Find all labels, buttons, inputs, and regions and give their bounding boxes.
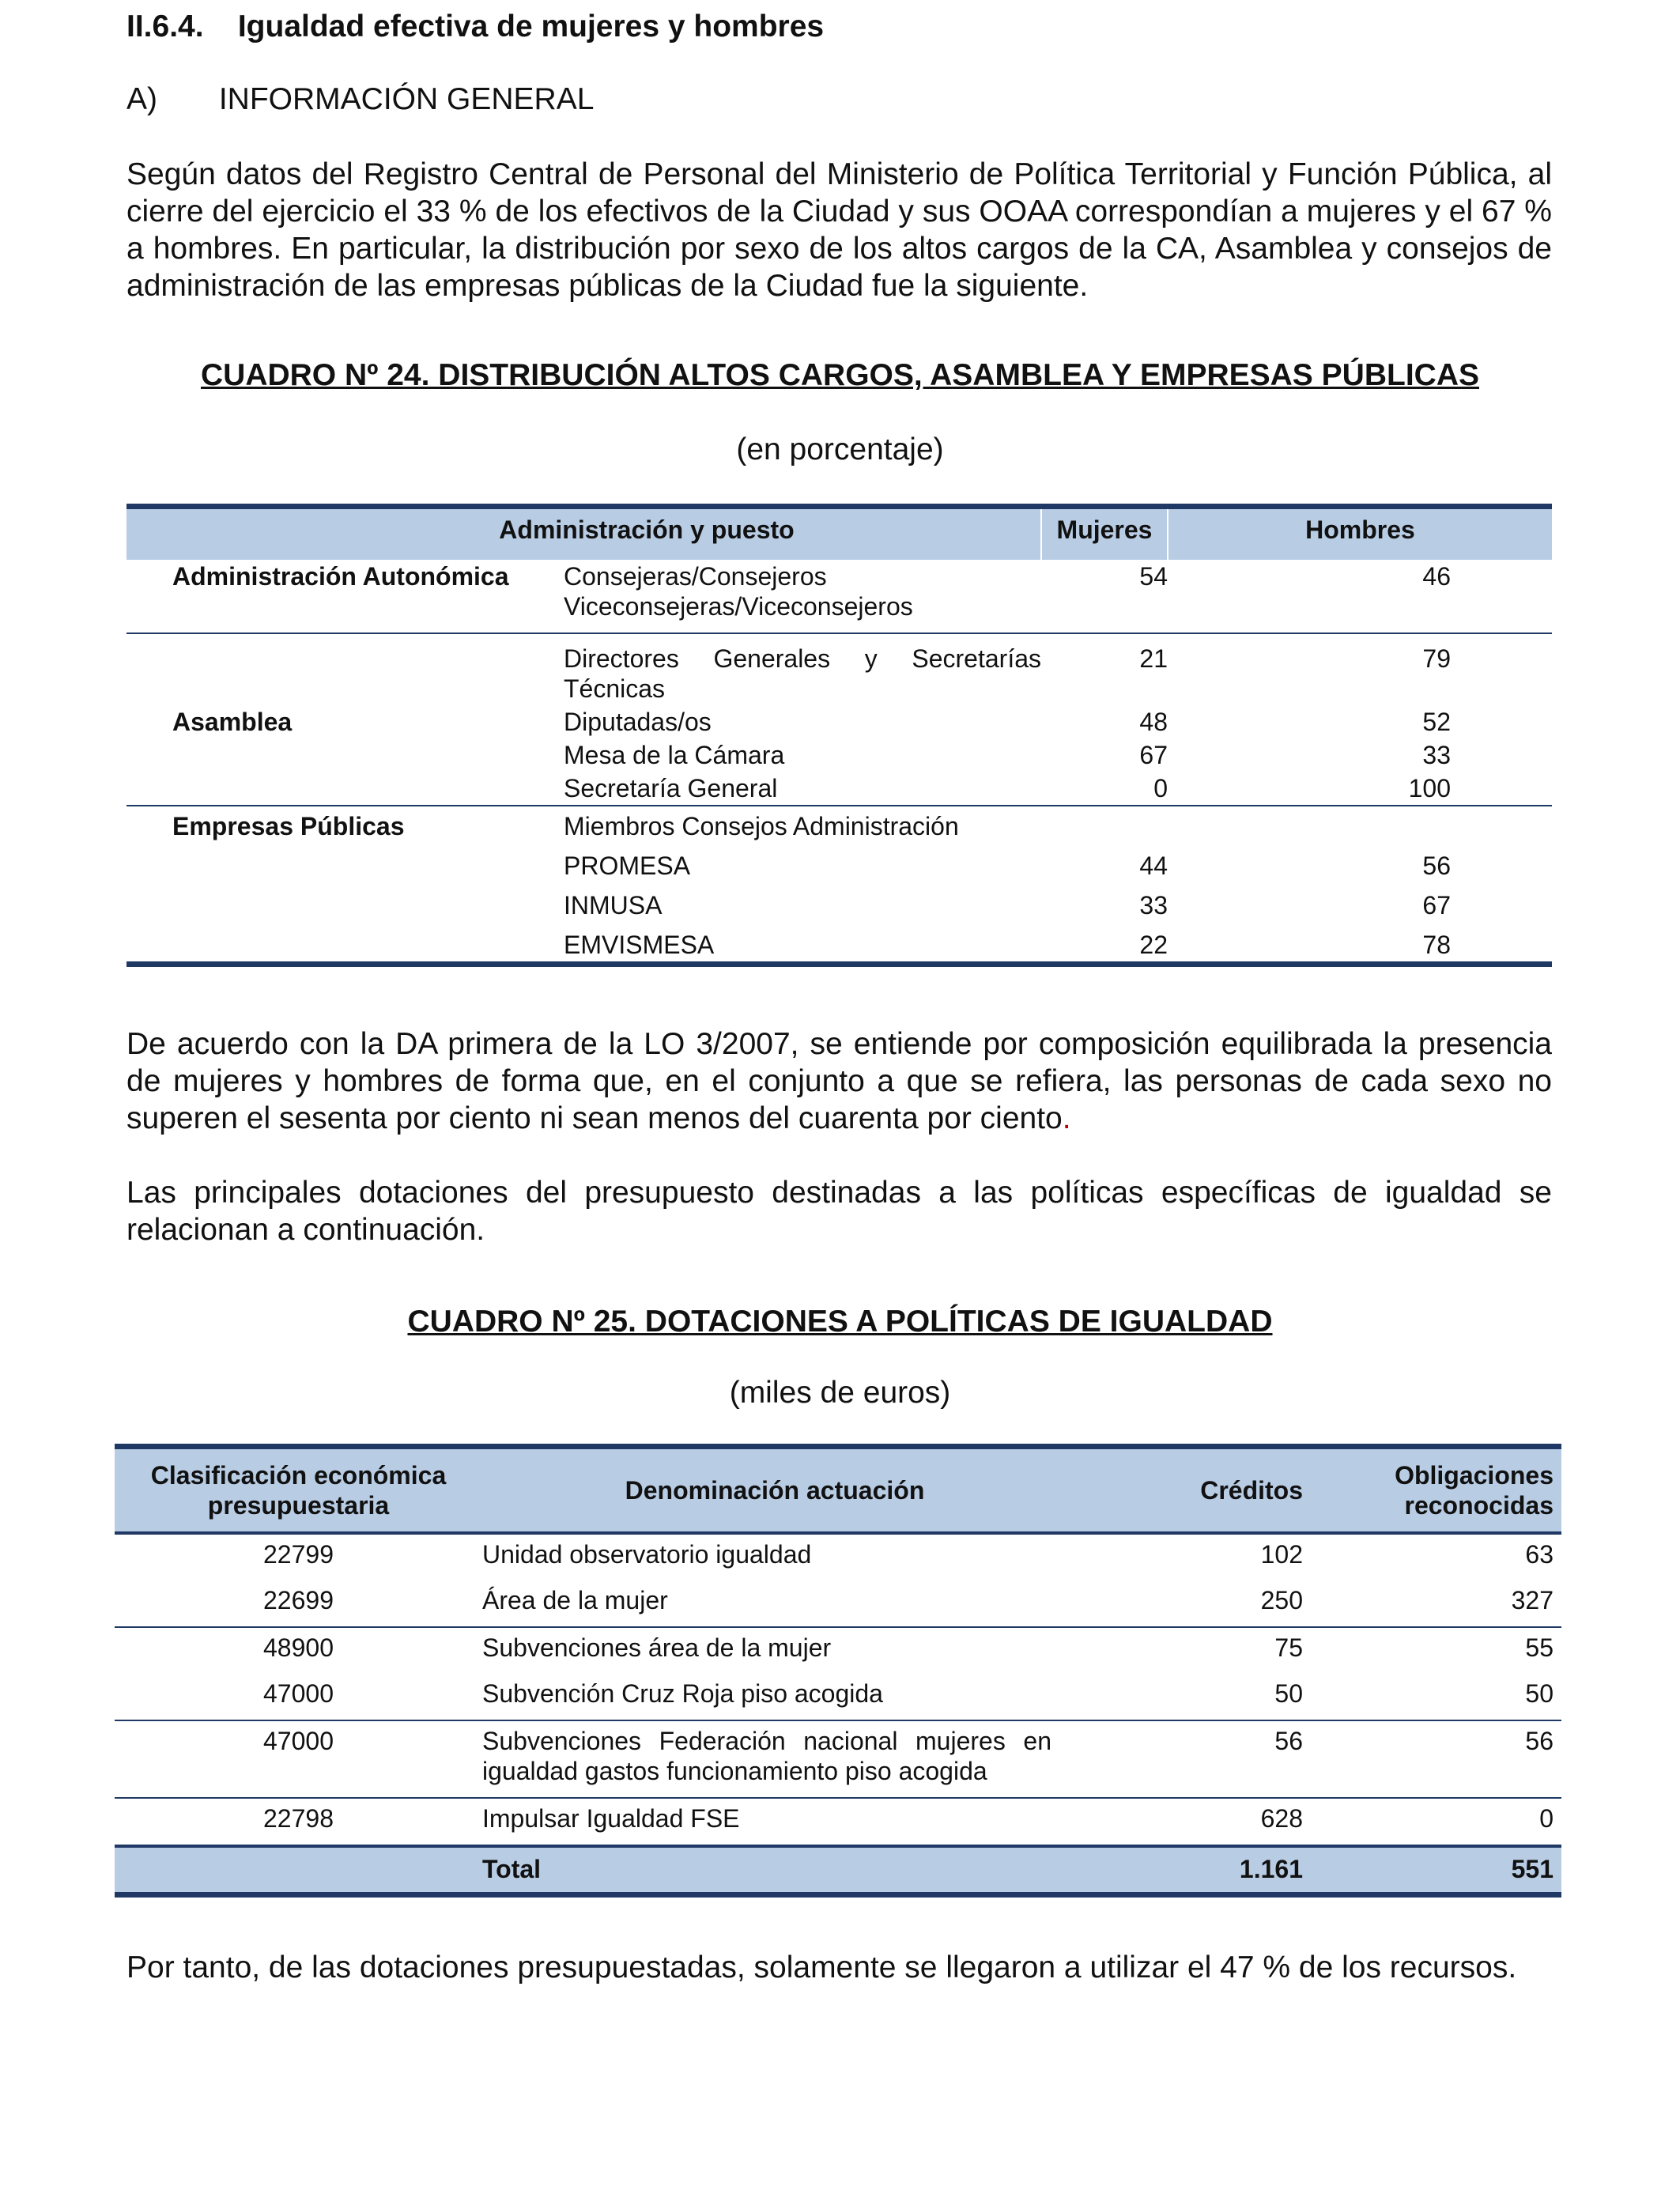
table-row [115, 1798, 1561, 1846]
table-25-header [115, 1447, 1561, 1534]
paragraph-4: Por tanto, de las dotaciones presupuestadas, solamente se llegaron a utilizar el 47 % de los recursos. [126, 1950, 1517, 1984]
cell-denominacion: Subvenciones Federación nacional mujeres en igualdad gastos funcionamiento piso acogida [482, 1720, 1067, 1798]
table-row [115, 1720, 1561, 1798]
cell-hombres: 67 [1422, 891, 1451, 920]
cell-denominacion: Subvención Cruz Roja piso acogida [482, 1679, 883, 1708]
cell-puesto: EMVISMESA [564, 922, 1041, 965]
cell-puesto: Directores Generales y Secretarías Técnicas [564, 633, 1041, 705]
cell-puesto: PROMESA [564, 852, 691, 880]
cell-mujeres: 21 [1041, 633, 1168, 705]
cell-denominacion: Área de la mujer [482, 1586, 668, 1614]
total-obligaciones: 551 [1309, 1846, 1561, 1895]
cell-creditos: 75 [1067, 1627, 1309, 1674]
table-row [126, 633, 1552, 705]
subsection-heading [126, 82, 594, 117]
table-25-title: CUADRO Nº 25. DOTACIONES A POLÍTICAS DE IGUALDAD [407, 1305, 1273, 1339]
cell-hombres: 56 [1422, 852, 1451, 880]
total-label: Total [482, 1846, 1067, 1895]
table-row [126, 772, 1552, 806]
group-empresas: Empresas Públicas [126, 806, 564, 843]
cell-denominacion: Subvenciones área de la mujer [482, 1627, 1067, 1674]
cell-mujeres: 67 [1139, 741, 1168, 769]
cell-denominacion: Unidad observatorio igualdad [482, 1533, 1067, 1580]
cell-hombres: 52 [1422, 708, 1451, 736]
paragraph-2-text: De acuerdo con la DA primera de la LO 3/2007, se entiende por composición equilibrada la presencia de mujeres y hombres de forma que, en el conjunto a que se refiera, las personas de cada sexo no superen el sesenta por ciento ni sean menos del cuarenta por ciento [126, 1027, 1552, 1135]
cell-obligaciones: 327 [1511, 1586, 1554, 1614]
table-row [126, 705, 1552, 738]
group-autonomica: Administración Autonómica [172, 562, 509, 591]
cell-puesto: Miembros Consejos Administración [564, 806, 1041, 843]
header-mujeres: Mujeres [1041, 507, 1168, 561]
paragraph-2 [126, 1025, 1552, 1137]
table-24-subtitle: (en porcentaje) [736, 432, 944, 466]
cell-hombres: 33 [1422, 741, 1451, 769]
cell-hombres: 79 [1168, 633, 1552, 705]
cell-mujeres: 54 [1139, 562, 1168, 591]
table-row [126, 560, 1552, 633]
section-heading [126, 9, 824, 44]
table-row [126, 738, 1552, 772]
cell-hombres [1168, 806, 1552, 843]
cell-puesto: INMUSA [564, 891, 663, 920]
cell-creditos: 628 [1067, 1798, 1309, 1846]
cell-puesto: Consejeras/Consejeros Viceconsejeras/Viceconsejeros [564, 562, 913, 621]
header-hombres: Hombres [1168, 507, 1552, 561]
table-24 [126, 504, 1552, 967]
table-total-row [115, 1846, 1561, 1895]
cell-clasificacion: 48900 [115, 1627, 482, 1674]
section-title: Igualdad efectiva de mujeres y hombres [237, 9, 825, 43]
table-row [115, 1674, 1561, 1720]
cell-obligaciones: 0 [1309, 1798, 1561, 1846]
cell-creditos: 56 [1067, 1720, 1309, 1798]
table-row [126, 922, 1552, 965]
header-creditos: Créditos [1067, 1447, 1309, 1534]
table-row [126, 843, 1552, 882]
cell-denominacion: Impulsar Igualdad FSE [482, 1798, 1067, 1846]
subsection-title: INFORMACIÓN GENERAL [218, 82, 595, 116]
cell-hombres: 46 [1422, 562, 1451, 591]
cell-clasificacion: 22798 [115, 1798, 482, 1846]
table-row [126, 806, 1552, 843]
subsection-letter: A) [126, 82, 157, 116]
cell-obligaciones: 56 [1309, 1720, 1561, 1798]
table-row [115, 1533, 1561, 1580]
table-25-subtitle: (miles de euros) [729, 1376, 951, 1410]
table-row [115, 1627, 1561, 1674]
paragraph-1: Según datos del Registro Central de Personal del Ministerio de Política Territorial y Función Pública, al cierre del ejercicio el 33 % de los efectivos de la Ciudad y sus OOAA correspondían a mujeres y el 67 % a hombres. En particular, la distribución por sexo de los altos cargos de la CA, Asamblea y consejos de administración de las empresas públicas de la Ciudad fue la siguiente. [126, 157, 1552, 303]
cell-hombres: 78 [1168, 922, 1552, 965]
cell-clasificacion: 22699 [263, 1586, 334, 1614]
cell-clasificacion: 47000 [115, 1720, 482, 1798]
cell-mujeres: 22 [1041, 922, 1168, 965]
group-asamblea: Asamblea [172, 708, 293, 736]
total-creditos: 1.161 [1067, 1846, 1309, 1895]
cell-creditos: 102 [1067, 1533, 1309, 1580]
table-row [115, 1580, 1561, 1627]
cell-obligaciones: 50 [1525, 1679, 1554, 1708]
cell-mujeres [1041, 806, 1168, 843]
cell-puesto: Mesa de la Cámara [564, 741, 785, 769]
header-admin: Administración y puesto [126, 507, 1041, 561]
cell-puesto: Diputadas/os [564, 708, 712, 736]
header-obligaciones: Obligaciones reconocidas [1309, 1447, 1561, 1534]
cell-puesto: Secretaría General [564, 774, 778, 802]
cell-clasificacion: 22799 [115, 1533, 482, 1580]
cell-mujeres: 44 [1139, 852, 1168, 880]
cell-mujeres: 0 [1153, 774, 1168, 802]
cell-obligaciones: 63 [1309, 1533, 1561, 1580]
header-clasificacion: Clasificación económica presupuestaria [115, 1447, 482, 1534]
table-25 [115, 1444, 1561, 1898]
table-row [126, 882, 1552, 922]
cell-creditos: 250 [1260, 1586, 1303, 1614]
cell-mujeres: 33 [1139, 891, 1168, 920]
paragraph-2-end: . [1062, 1101, 1071, 1135]
cell-obligaciones: 55 [1309, 1627, 1561, 1674]
cell-creditos: 50 [1274, 1679, 1303, 1708]
section-number: II.6.4. [126, 9, 204, 43]
cell-hombres: 100 [1408, 774, 1451, 802]
table-24-header [126, 507, 1552, 561]
header-denominacion: Denominación actuación [482, 1447, 1067, 1534]
paragraph-3: Las principales dotaciones del presupuesto destinadas a las políticas específicas de igualdad se relacionan a continuación. [126, 1176, 1552, 1247]
cell-mujeres: 48 [1139, 708, 1168, 736]
table-24-title: CUADRO Nº 24. DISTRIBUCIÓN ALTOS CARGOS, ASAMBLEA Y EMPRESAS PÚBLICAS [200, 358, 1479, 392]
cell-clasificacion: 47000 [263, 1679, 334, 1708]
